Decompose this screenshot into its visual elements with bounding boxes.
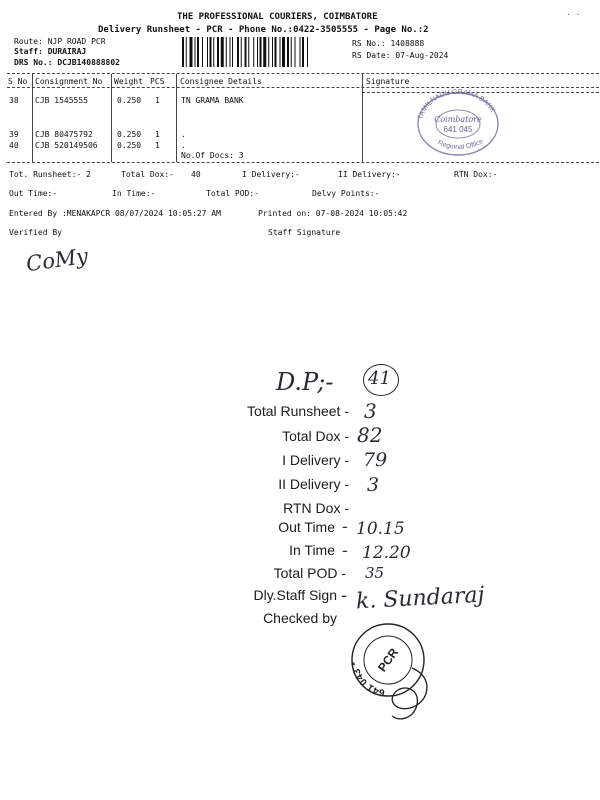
col-rule [176, 74, 177, 162]
barcode-bar [232, 37, 233, 67]
barcode-bar [213, 37, 214, 67]
checklist-rtn-dox: RTN Dox - [283, 500, 349, 516]
col-rule [32, 74, 33, 162]
checklist-total-dox: Total Dox - [282, 428, 349, 444]
barcode-bar [182, 37, 184, 67]
checklist-total-runsheet: Total Runsheet - [247, 403, 349, 419]
hw-total-dox: 82 [357, 423, 383, 447]
barcode-bar [217, 37, 219, 67]
barcode-bar [230, 37, 231, 67]
dp-value: 41 [368, 368, 391, 389]
checklist-in-time: In Time [289, 542, 335, 558]
barcode-bar [268, 37, 269, 67]
barcode-bar [195, 37, 196, 67]
hw-in-time: 12.20 [362, 543, 411, 563]
row-consignment: CJB 1545555 [35, 96, 88, 105]
barcode [182, 37, 344, 67]
barcode-bar [275, 37, 277, 67]
pcr-stamp-center: PCR [374, 645, 402, 675]
row-sno: 39 [9, 130, 19, 139]
route-text: Route: NJP ROAD PCR [14, 37, 106, 46]
verified-by-label: Verified By [9, 228, 62, 237]
row-sno: 38 [9, 96, 19, 105]
barcode-bar [190, 37, 193, 67]
barcode-bar [210, 37, 212, 67]
barcode-bar [248, 37, 249, 67]
pcr-stamp [348, 608, 448, 726]
runsheet-subtitle: Delivery Runsheet - PCR - Phone No.:0422-3505555 - Page No.:2 [98, 25, 429, 35]
row-consignee: TN GRAMA BANK [181, 96, 244, 105]
dp-label: D.P;- [276, 368, 334, 396]
barcode-bar [260, 37, 262, 67]
col-signature: Signature [366, 77, 410, 86]
delvy-points-label: Delvy Points:- [312, 189, 380, 198]
total-dox-label: Total Dox:- [121, 170, 174, 179]
col-weight: Weight [114, 77, 143, 86]
barcode-bar [245, 37, 247, 67]
barcode-bar [221, 37, 224, 67]
checklist-ii-delivery: II Delivery - [278, 476, 349, 492]
stamp-pin: 641 045 [443, 125, 473, 134]
rs-number: RS No.: 1408888 [352, 39, 425, 48]
checker-signature [392, 668, 427, 719]
barcode-bar [197, 37, 199, 67]
barcode-bar [307, 37, 308, 67]
total-pod-label: Total POD:- [206, 189, 259, 198]
hw-total-runsheet: 3 [364, 399, 377, 423]
hw-total-pod: 35 [365, 564, 385, 582]
rs-date: RS Date: 07-Aug-2024 [352, 51, 449, 60]
hw-staff-sign: k. Sundaraj [355, 582, 485, 615]
barcode-bar [282, 37, 285, 67]
barcode-bar [295, 37, 296, 67]
barcode-bar [280, 37, 281, 67]
barcode-bar [287, 37, 289, 67]
checklist-i-delivery: I Delivery - [282, 452, 349, 468]
checklist-total-pod: Total POD - [273, 565, 346, 581]
row-pcs: 1 [155, 96, 160, 105]
bank-stamp [408, 84, 508, 158]
checklist-out-time: Out Time [278, 519, 335, 535]
rtn-dox-label: RTN Dox:- [454, 170, 498, 179]
row-sno: 40 [9, 141, 19, 150]
out-time-label: Out Time:- [9, 189, 58, 198]
hw-in-time-dash: - [342, 541, 348, 561]
entered-by: Entered By :MENAKAPCR 08/07/2024 10:05:27 AM [9, 209, 221, 218]
row-weight: 0.250 [117, 96, 142, 105]
barcode-bar [202, 37, 203, 67]
table-bottom-divider [7, 162, 599, 163]
checklist-staff-sign: Dly.Staff Sign [253, 587, 337, 603]
row-consignment: CJB 520149506 [35, 141, 98, 150]
stamp-bank-name: TAMILNADU GRAMA BANK [417, 88, 496, 121]
table-top-divider [7, 73, 599, 74]
svg-text:Regional Office [437, 138, 485, 151]
col-pcs: PCS [150, 77, 165, 86]
barcode-bar [272, 37, 273, 67]
corner-mark: · · [566, 10, 581, 19]
barcode-bar [300, 37, 301, 67]
verifier-initials: CoMy [24, 243, 90, 277]
row-consignment: CJB 80475792 [35, 130, 93, 139]
staff-text: Staff: DURAIRAJ [14, 47, 87, 56]
barcode-bar [207, 37, 208, 67]
row-pcs: 1 [155, 130, 160, 139]
row-pcs: 1 [155, 141, 160, 150]
col-sno: S No [8, 77, 28, 86]
hw-i-delivery: 79 [363, 449, 388, 471]
barcode-bar [186, 37, 187, 67]
barcode-bar [302, 37, 304, 67]
ii-delivery-label: II Delivery:- [338, 170, 401, 179]
barcode-bar [253, 37, 254, 67]
barcode-bar [257, 37, 258, 67]
no-of-docs: No.Of Docs: 3 [181, 151, 244, 160]
stamp-city: Coimbatore [434, 115, 482, 124]
printed-on: Printed on: 07-08-2024 10:05:42 [258, 209, 408, 218]
row-weight: 0.250 [117, 141, 142, 150]
barcode-bar [263, 37, 266, 67]
checklist-checked-by: Checked by [263, 610, 337, 626]
row-consignee: . [181, 130, 186, 139]
drs-number: DRS No.: DCJB140888802 [14, 58, 120, 67]
col-consignee: Consignee Details [180, 77, 262, 86]
barcode-bar [226, 37, 227, 67]
hw-out-time-dash: - [342, 517, 348, 537]
in-time-label: In Time:- [112, 189, 156, 198]
barcode-bar [291, 37, 292, 67]
tot-runsheet: Tot. Runsheet:- 2 [9, 170, 91, 179]
i-delivery-label: I Delivery:- [242, 170, 300, 179]
barcode-bar [237, 37, 239, 67]
hw-out-time: 10.15 [356, 519, 405, 539]
barcode-bar [241, 37, 242, 67]
hw-staff-sign-dash: - [341, 585, 348, 606]
staff-signature-label: Staff Signature [268, 228, 341, 237]
col-rule [362, 74, 363, 162]
col-consignment: Consignment No [35, 77, 103, 86]
row-consignee: . [181, 141, 186, 150]
pcr-stamp-ring: 641 043 * [350, 661, 386, 698]
row-weight: 0.250 [117, 130, 142, 139]
total-dox-value: 40 [191, 170, 201, 179]
company-title: THE PROFESSIONAL COURIERS, COIMBATORE [177, 12, 378, 22]
col-rule [111, 74, 112, 162]
header-divider [7, 87, 599, 88]
hw-ii-delivery: 3 [367, 474, 380, 496]
stamp-regional-office: Regional Office [436, 137, 485, 151]
